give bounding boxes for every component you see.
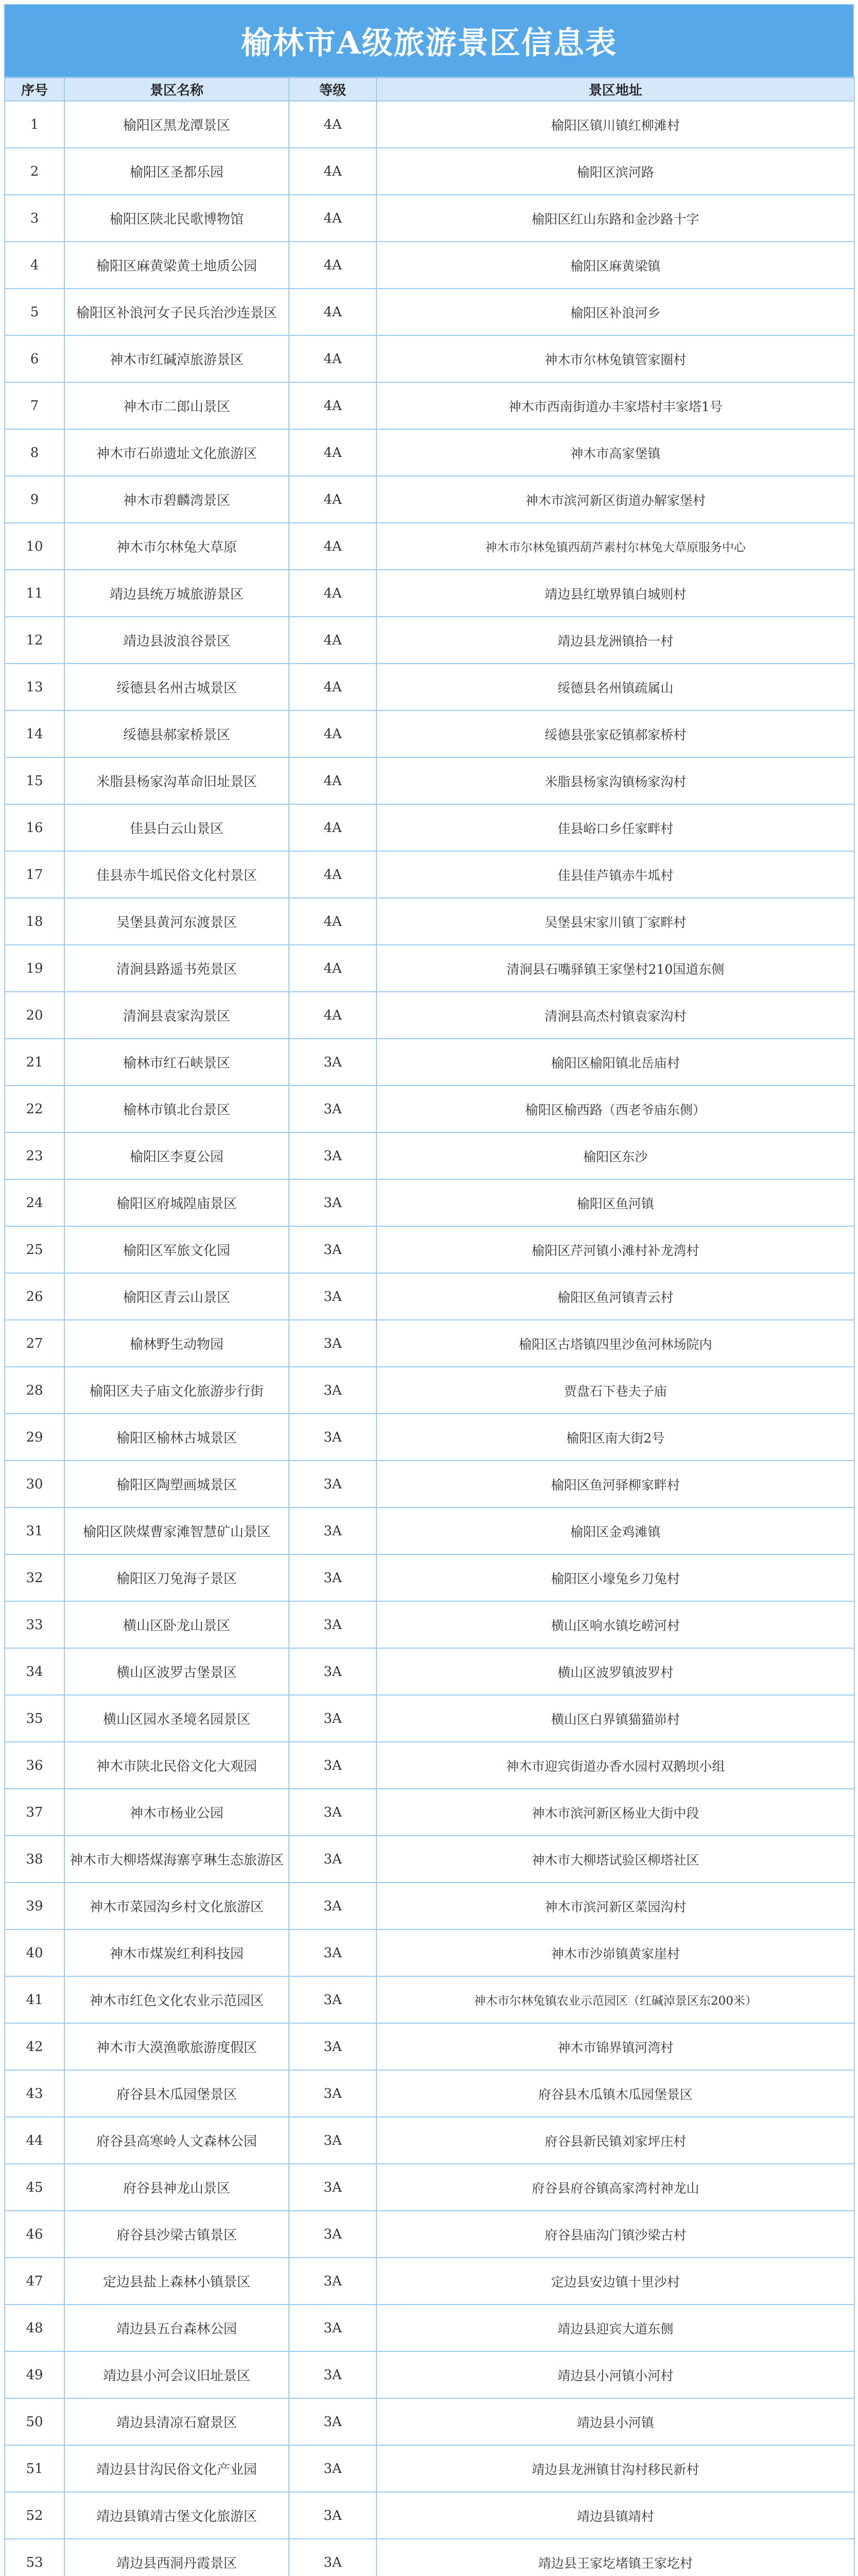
- cell-scenic-name: 靖边县镇靖古堡文化旅游区: [64, 2492, 289, 2539]
- cell-address: 榆阳区鱼河镇: [376, 1179, 854, 1226]
- title-bar: [4, 4, 854, 77]
- cell-address: 神木市尔林兔镇管家圈村: [376, 335, 854, 382]
- table-row: [5, 992, 854, 1039]
- cell-level: 3A: [289, 2023, 376, 2070]
- cell-address: 靖边县龙洲镇甘沟村移民新村: [376, 2445, 854, 2492]
- cell-scenic-name: 横山区卧龙山景区: [64, 1601, 289, 1648]
- header-address: 景区地址: [376, 78, 854, 101]
- cell-level: 3A: [289, 1461, 376, 1507]
- cell-level: 3A: [289, 1086, 376, 1132]
- cell-serial-number: 1: [5, 101, 64, 148]
- cell-address: 榆阳区小壕兔乡刀兔村: [376, 1554, 854, 1601]
- cell-serial-number: 40: [5, 1929, 64, 1976]
- table-row: [5, 2211, 854, 2258]
- cell-serial-number: 28: [5, 1367, 64, 1414]
- table-row: [5, 2539, 854, 2576]
- table-row: [5, 1367, 854, 1414]
- cell-scenic-name: 横山区园水圣境名园景区: [64, 1695, 289, 1742]
- header-level: 等级: [289, 78, 376, 101]
- cell-serial-number: 43: [5, 2070, 64, 2117]
- cell-address: 横山区响水镇圪崂河村: [376, 1601, 854, 1648]
- cell-serial-number: 11: [5, 570, 64, 617]
- cell-level: 3A: [289, 1554, 376, 1601]
- cell-serial-number: 16: [5, 804, 64, 851]
- cell-level: 4A: [289, 429, 376, 476]
- cell-address: 神木市滨河新区街道办解家堡村: [376, 476, 854, 523]
- cell-scenic-name: 榆阳区刀兔海子景区: [64, 1554, 289, 1601]
- cell-address: 横山区白界镇猫猫峁村: [376, 1695, 854, 1742]
- table-row: [5, 1883, 854, 1929]
- cell-serial-number: 41: [5, 1976, 64, 2023]
- table-row: [5, 2304, 854, 2351]
- cell-serial-number: 48: [5, 2304, 64, 2351]
- cell-level: 3A: [289, 1836, 376, 1883]
- table-row: [5, 1226, 854, 1273]
- cell-level: 3A: [289, 1742, 376, 1789]
- cell-level: 4A: [289, 242, 376, 289]
- cell-address: 榆阳区鱼河驿柳家畔村: [376, 1461, 854, 1507]
- cell-scenic-name: 靖边县统万城旅游景区: [64, 570, 289, 617]
- cell-scenic-name: 神木市菜园沟乡村文化旅游区: [64, 1883, 289, 1929]
- cell-scenic-name: 神木市石峁遗址文化旅游区: [64, 429, 289, 476]
- cell-serial-number: 19: [5, 945, 64, 992]
- cell-address: 清涧县高杰村镇袁家沟村: [376, 992, 854, 1039]
- header-scenic-name: 景区名称: [64, 78, 289, 101]
- header-serial-number: 序号: [5, 78, 64, 101]
- cell-address: 神木市尔林兔镇农业示范园区（红碱淖景区东200米）: [376, 1976, 854, 2023]
- table-row: [5, 617, 854, 664]
- cell-serial-number: 23: [5, 1132, 64, 1179]
- cell-serial-number: 7: [5, 382, 64, 429]
- cell-level: 3A: [289, 2164, 376, 2211]
- cell-address: 佳县佳芦镇赤牛坬村: [376, 851, 854, 898]
- cell-address: 榆阳区金鸡滩镇: [376, 1507, 854, 1554]
- cell-serial-number: 17: [5, 851, 64, 898]
- cell-level: 3A: [289, 2492, 376, 2539]
- cell-address: 榆阳区麻黄梁镇: [376, 242, 854, 289]
- table-row: [5, 710, 854, 757]
- cell-address: 吴堡县宋家川镇丁家畔村: [376, 898, 854, 945]
- cell-serial-number: 8: [5, 429, 64, 476]
- cell-level: 3A: [289, 2539, 376, 2576]
- cell-serial-number: 13: [5, 664, 64, 710]
- cell-address: 靖边县红墩界镇白城则村: [376, 570, 854, 617]
- table-row: [5, 476, 854, 523]
- cell-address: 榆阳区东沙: [376, 1132, 854, 1179]
- cell-scenic-name: 靖边县波浪谷景区: [64, 617, 289, 664]
- cell-serial-number: 15: [5, 757, 64, 804]
- cell-address: 榆阳区榆阳镇北岳庙村: [376, 1039, 854, 1086]
- cell-address: 神木市迎宾街道办香水园村双鹅坝小组: [376, 1742, 854, 1789]
- cell-address: 榆阳区滨河路: [376, 148, 854, 195]
- cell-serial-number: 21: [5, 1039, 64, 1086]
- table-row: [5, 1273, 854, 1320]
- cell-address: 神木市尔林兔镇西葫芦素村尔林兔大草原服务中心: [376, 523, 854, 570]
- cell-scenic-name: 榆阳区军旅文化园: [64, 1226, 289, 1273]
- cell-serial-number: 24: [5, 1179, 64, 1226]
- cell-address: 贾盘石下巷夫子庙: [376, 1367, 854, 1414]
- cell-scenic-name: 榆阳区青云山景区: [64, 1273, 289, 1320]
- cell-address: 米脂县杨家沟镇杨家沟村: [376, 757, 854, 804]
- cell-address: 榆阳区芹河镇小滩村补龙湾村: [376, 1226, 854, 1273]
- cell-serial-number: 25: [5, 1226, 64, 1273]
- cell-serial-number: 29: [5, 1414, 64, 1461]
- cell-address: 佳县峪口乡任家畔村: [376, 804, 854, 851]
- table-row: [5, 1132, 854, 1179]
- cell-scenic-name: 府谷县木瓜园堡景区: [64, 2070, 289, 2117]
- cell-level: 3A: [289, 2398, 376, 2445]
- cell-serial-number: 53: [5, 2539, 64, 2576]
- cell-serial-number: 37: [5, 1789, 64, 1836]
- table-row: [5, 1695, 854, 1742]
- cell-address: 神木市高家堡镇: [376, 429, 854, 476]
- table-row: [5, 101, 854, 148]
- cell-scenic-name: 清涧县路遥书苑景区: [64, 945, 289, 992]
- cell-serial-number: 18: [5, 898, 64, 945]
- cell-address: 绥德县张家砭镇郝家桥村: [376, 710, 854, 757]
- table-body: [5, 101, 854, 2576]
- table-row: [5, 242, 854, 289]
- cell-scenic-name: 榆阳区李夏公园: [64, 1132, 289, 1179]
- table-row: [5, 1648, 854, 1695]
- table-row: [5, 1976, 854, 2023]
- cell-scenic-name: 榆阳区夫子庙文化旅游步行街: [64, 1367, 289, 1414]
- cell-serial-number: 3: [5, 195, 64, 242]
- cell-scenic-name: 神木市杨业公园: [64, 1789, 289, 1836]
- cell-scenic-name: 靖边县小河会议旧址景区: [64, 2351, 289, 2398]
- table-row: [5, 1742, 854, 1789]
- cell-level: 4A: [289, 289, 376, 335]
- table-row: [5, 2351, 854, 2398]
- cell-serial-number: 14: [5, 710, 64, 757]
- table-row: [5, 382, 854, 429]
- table-row: [5, 429, 854, 476]
- cell-scenic-name: 神木市红碱淖旅游景区: [64, 335, 289, 382]
- cell-serial-number: 45: [5, 2164, 64, 2211]
- cell-serial-number: 5: [5, 289, 64, 335]
- cell-serial-number: 22: [5, 1086, 64, 1132]
- cell-level: 3A: [289, 1179, 376, 1226]
- table-row: [5, 898, 854, 945]
- cell-scenic-name: 神木市红色文化农业示范园区: [64, 1976, 289, 2023]
- cell-serial-number: 47: [5, 2258, 64, 2304]
- cell-serial-number: 26: [5, 1273, 64, 1320]
- table-row: [5, 1507, 854, 1554]
- cell-address: 靖边县迎宾大道东侧: [376, 2304, 854, 2351]
- cell-level: 3A: [289, 2117, 376, 2164]
- table-row: [5, 1461, 854, 1507]
- table-row: [5, 851, 854, 898]
- cell-address: 横山区波罗镇波罗村: [376, 1648, 854, 1695]
- cell-serial-number: 46: [5, 2211, 64, 2258]
- cell-level: 3A: [289, 1929, 376, 1976]
- header-row: [5, 78, 854, 101]
- cell-level: 4A: [289, 710, 376, 757]
- table-row: [5, 804, 854, 851]
- table-row: [5, 1414, 854, 1461]
- cell-scenic-name: 靖边县五台森林公园: [64, 2304, 289, 2351]
- cell-address: 靖边县王家圪堵镇王家圪村: [376, 2539, 854, 2576]
- cell-scenic-name: 府谷县高寒岭人文森林公园: [64, 2117, 289, 2164]
- cell-scenic-name: 靖边县西洞丹霞景区: [64, 2539, 289, 2576]
- page-title: 榆林市A级旅游景区信息表: [241, 25, 617, 61]
- cell-serial-number: 51: [5, 2445, 64, 2492]
- cell-serial-number: 2: [5, 148, 64, 195]
- cell-address: 榆阳区榆西路（西老爷庙东侧）: [376, 1086, 854, 1132]
- cell-scenic-name: 米脂县杨家沟革命旧址景区: [64, 757, 289, 804]
- cell-scenic-name: 榆林市红石峡景区: [64, 1039, 289, 1086]
- cell-level: 3A: [289, 1273, 376, 1320]
- cell-level: 4A: [289, 335, 376, 382]
- table-row: [5, 289, 854, 335]
- cell-address: 榆阳区鱼河镇青云村: [376, 1273, 854, 1320]
- cell-level: 3A: [289, 1226, 376, 1273]
- table-row: [5, 1039, 854, 1086]
- cell-scenic-name: 府谷县神龙山景区: [64, 2164, 289, 2211]
- cell-level: 3A: [289, 1789, 376, 1836]
- cell-address: 神木市锦界镇河湾村: [376, 2023, 854, 2070]
- cell-scenic-name: 榆阳区黑龙潭景区: [64, 101, 289, 148]
- cell-address: 府谷县府谷镇高家湾村神龙山: [376, 2164, 854, 2211]
- cell-scenic-name: 神木市陕北民俗文化大观园: [64, 1742, 289, 1789]
- cell-serial-number: 42: [5, 2023, 64, 2070]
- cell-address: 靖边县小河镇小河村: [376, 2351, 854, 2398]
- cell-level: 4A: [289, 898, 376, 945]
- cell-serial-number: 33: [5, 1601, 64, 1648]
- cell-address: 府谷县木瓜镇木瓜园堡景区: [376, 2070, 854, 2117]
- cell-serial-number: 9: [5, 476, 64, 523]
- cell-level: 3A: [289, 2070, 376, 2117]
- cell-serial-number: 10: [5, 523, 64, 570]
- cell-scenic-name: 榆阳区榆林古城景区: [64, 1414, 289, 1461]
- cell-serial-number: 50: [5, 2398, 64, 2445]
- cell-level: 3A: [289, 2445, 376, 2492]
- cell-scenic-name: 神木市大漠渔歌旅游度假区: [64, 2023, 289, 2070]
- cell-scenic-name: 榆阳区陶塑画城景区: [64, 1461, 289, 1507]
- cell-serial-number: 39: [5, 1883, 64, 1929]
- cell-serial-number: 31: [5, 1507, 64, 1554]
- cell-scenic-name: 佳县赤牛坬民俗文化村景区: [64, 851, 289, 898]
- cell-scenic-name: 定边县盐上森林小镇景区: [64, 2258, 289, 2304]
- cell-serial-number: 49: [5, 2351, 64, 2398]
- table-row: [5, 1789, 854, 1836]
- cell-scenic-name: 靖边县清凉石窟景区: [64, 2398, 289, 2445]
- cell-scenic-name: 神木市大柳塔煤海寨亨琳生态旅游区: [64, 1836, 289, 1883]
- cell-scenic-name: 神木市二郎山景区: [64, 382, 289, 429]
- table-header: [5, 78, 854, 101]
- cell-level: 3A: [289, 2304, 376, 2351]
- cell-address: 榆阳区红山东路和金沙路十字: [376, 195, 854, 242]
- cell-serial-number: 35: [5, 1695, 64, 1742]
- table-row: [5, 2258, 854, 2304]
- table-row: [5, 1836, 854, 1883]
- cell-scenic-name: 神木市尔林兔大草原: [64, 523, 289, 570]
- table-row: [5, 2445, 854, 2492]
- table-row: [5, 1179, 854, 1226]
- table-row: [5, 335, 854, 382]
- cell-serial-number: 44: [5, 2117, 64, 2164]
- table-row: [5, 148, 854, 195]
- cell-level: 4A: [289, 476, 376, 523]
- cell-address: 绥德县名州镇疏属山: [376, 664, 854, 710]
- cell-scenic-name: 榆林市镇北台景区: [64, 1086, 289, 1132]
- cell-level: 3A: [289, 2351, 376, 2398]
- cell-level: 4A: [289, 570, 376, 617]
- cell-scenic-name: 靖边县甘沟民俗文化产业园: [64, 2445, 289, 2492]
- cell-address: 靖边县小河镇: [376, 2398, 854, 2445]
- cell-level: 3A: [289, 1367, 376, 1414]
- table-row: [5, 2117, 854, 2164]
- table-row: [5, 1320, 854, 1367]
- cell-serial-number: 4: [5, 242, 64, 289]
- cell-serial-number: 36: [5, 1742, 64, 1789]
- cell-address: 神木市大柳塔试验区柳塔社区: [376, 1836, 854, 1883]
- cell-level: 3A: [289, 1320, 376, 1367]
- cell-level: 4A: [289, 195, 376, 242]
- cell-address: 神木市西南街道办丰家塔村丰家塔1号: [376, 382, 854, 429]
- table-row: [5, 195, 854, 242]
- cell-level: 4A: [289, 382, 376, 429]
- table-row: [5, 2164, 854, 2211]
- cell-scenic-name: 神木市碧麟湾景区: [64, 476, 289, 523]
- table-row: [5, 1554, 854, 1601]
- cell-address: 靖边县镇靖村: [376, 2492, 854, 2539]
- cell-scenic-name: 绥德县名州古城景区: [64, 664, 289, 710]
- cell-address: 府谷县新民镇刘家坪庄村: [376, 2117, 854, 2164]
- cell-address: 清涧县石嘴驿镇王家堡村210国道东侧: [376, 945, 854, 992]
- cell-level: 3A: [289, 1601, 376, 1648]
- table-row: [5, 523, 854, 570]
- cell-serial-number: 20: [5, 992, 64, 1039]
- cell-level: 3A: [289, 2258, 376, 2304]
- cell-level: 4A: [289, 804, 376, 851]
- cell-address: 神木市沙峁镇黄家崖村: [376, 1929, 854, 1976]
- cell-address: 榆阳区南大街2号: [376, 1414, 854, 1461]
- cell-level: 3A: [289, 1883, 376, 1929]
- cell-scenic-name: 神木市煤炭红利科技园: [64, 1929, 289, 1976]
- cell-level: 4A: [289, 851, 376, 898]
- table-row: [5, 570, 854, 617]
- table-row: [5, 757, 854, 804]
- cell-scenic-name: 榆林野生动物园: [64, 1320, 289, 1367]
- cell-level: 3A: [289, 1976, 376, 2023]
- cell-serial-number: 30: [5, 1461, 64, 1507]
- cell-serial-number: 6: [5, 335, 64, 382]
- cell-address: 神木市滨河新区菜园沟村: [376, 1883, 854, 1929]
- cell-level: 3A: [289, 1039, 376, 1086]
- cell-scenic-name: 横山区波罗古堡景区: [64, 1648, 289, 1695]
- cell-level: 4A: [289, 148, 376, 195]
- cell-level: 4A: [289, 101, 376, 148]
- table-row: [5, 1929, 854, 1976]
- cell-address: 榆阳区补浪河乡: [376, 289, 854, 335]
- cell-address: 榆阳区镇川镇红柳滩村: [376, 101, 854, 148]
- cell-scenic-name: 清涧县袁家沟景区: [64, 992, 289, 1039]
- cell-level: 3A: [289, 1132, 376, 1179]
- table-row: [5, 2398, 854, 2445]
- cell-level: 4A: [289, 617, 376, 664]
- table-row: [5, 2023, 854, 2070]
- cell-scenic-name: 绥德县郝家桥景区: [64, 710, 289, 757]
- cell-level: 3A: [289, 1695, 376, 1742]
- cell-scenic-name: 榆阳区圣都乐园: [64, 148, 289, 195]
- cell-level: 4A: [289, 523, 376, 570]
- cell-scenic-name: 府谷县沙梁古镇景区: [64, 2211, 289, 2258]
- cell-serial-number: 52: [5, 2492, 64, 2539]
- cell-address: 神木市滨河新区杨业大街中段: [376, 1789, 854, 1836]
- cell-serial-number: 34: [5, 1648, 64, 1695]
- cell-scenic-name: 榆阳区府城隍庙景区: [64, 1179, 289, 1226]
- cell-address: 榆阳区古塔镇四里沙鱼河林场院内: [376, 1320, 854, 1367]
- cell-level: 3A: [289, 1507, 376, 1554]
- cell-address: 定边县安边镇十里沙村: [376, 2258, 854, 2304]
- cell-scenic-name: 榆阳区陕北民歌博物馆: [64, 195, 289, 242]
- cell-level: 4A: [289, 757, 376, 804]
- cell-serial-number: 32: [5, 1554, 64, 1601]
- scenic-area-table: [4, 77, 855, 2576]
- cell-address: 靖边县龙洲镇拾一村: [376, 617, 854, 664]
- cell-scenic-name: 榆阳区麻黄梁黄土地质公园: [64, 242, 289, 289]
- cell-scenic-name: 吴堡县黄河东渡景区: [64, 898, 289, 945]
- cell-scenic-name: 佳县白云山景区: [64, 804, 289, 851]
- cell-serial-number: 12: [5, 617, 64, 664]
- cell-address: 府谷县庙沟门镇沙梁古村: [376, 2211, 854, 2258]
- table-row: [5, 945, 854, 992]
- cell-scenic-name: 榆阳区陕煤曹家滩智慧矿山景区: [64, 1507, 289, 1554]
- cell-level: 3A: [289, 1648, 376, 1695]
- table-row: [5, 1086, 854, 1132]
- cell-level: 3A: [289, 2211, 376, 2258]
- cell-scenic-name: 榆阳区补浪河女子民兵治沙连景区: [64, 289, 289, 335]
- table-row: [5, 2492, 854, 2539]
- cell-serial-number: 38: [5, 1836, 64, 1883]
- cell-serial-number: 27: [5, 1320, 64, 1367]
- cell-level: 4A: [289, 945, 376, 992]
- table-row: [5, 1601, 854, 1648]
- cell-level: 4A: [289, 992, 376, 1039]
- table-row: [5, 664, 854, 710]
- cell-level: 4A: [289, 664, 376, 710]
- table-row: [5, 2070, 854, 2117]
- cell-level: 3A: [289, 1414, 376, 1461]
